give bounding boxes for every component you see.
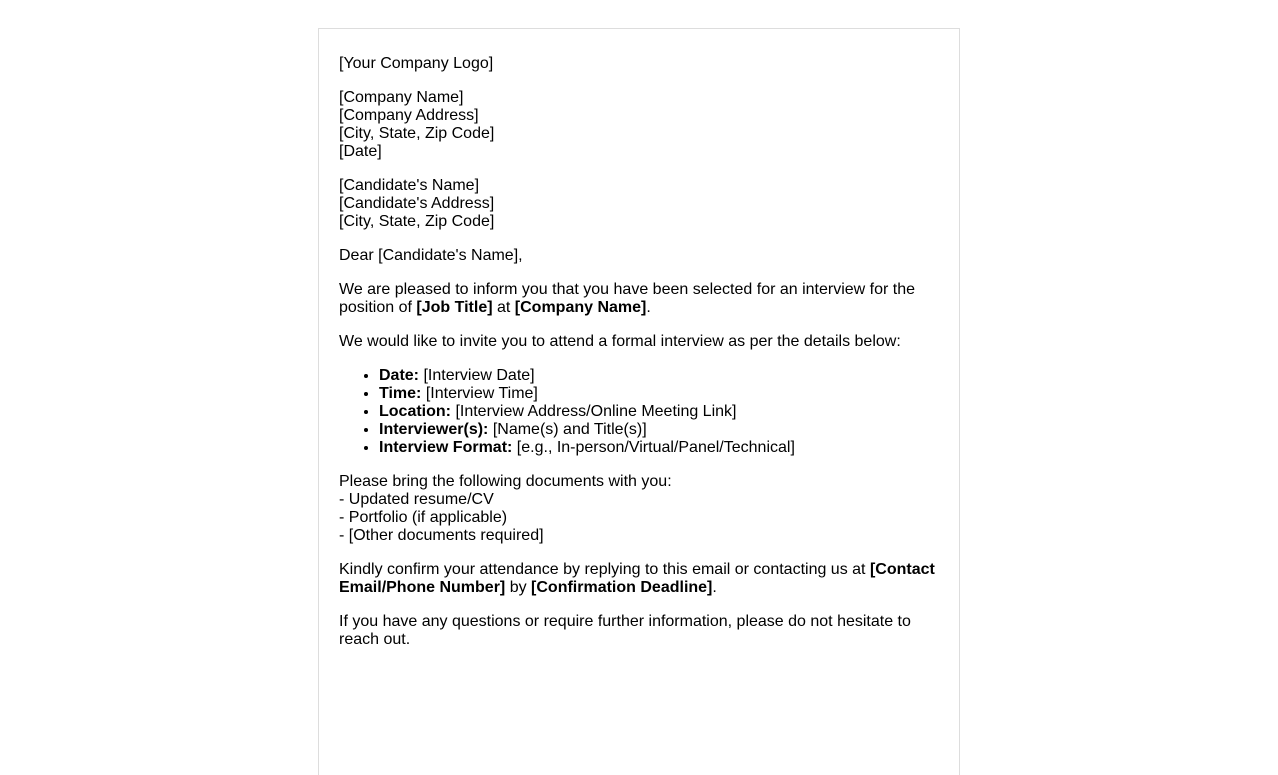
recipient-city: [City, State, Zip Code] bbox=[339, 213, 495, 230]
sender-company-address: [Company Address] bbox=[339, 107, 479, 124]
sender-company-name: [Company Name] bbox=[339, 89, 464, 106]
recipient-address: [Candidate's Address] bbox=[339, 195, 495, 212]
intro-text: We are pleased to inform you that you have been selected for an interview for the position of bbox=[339, 281, 916, 316]
documents-block bbox=[339, 473, 939, 545]
letter-date: [Date] bbox=[339, 143, 382, 160]
interview-details-list bbox=[339, 367, 939, 457]
detail-label: Interviewer(s): bbox=[379, 421, 489, 438]
sender-city: [City, State, Zip Code] bbox=[339, 125, 495, 142]
document-item: - Portfolio (if applicable) bbox=[339, 509, 508, 526]
document-item: - Updated resume/CV bbox=[339, 491, 494, 508]
intro-text: . bbox=[646, 299, 651, 316]
company-name-placeholder: [Company Name] bbox=[514, 299, 647, 316]
sender-block bbox=[339, 89, 939, 161]
recipient-name: [Candidate's Name] bbox=[339, 177, 480, 194]
detail-item-time bbox=[379, 385, 939, 403]
detail-value: [Interview Date] bbox=[419, 367, 535, 384]
company-logo-placeholder: [Your Company Logo] bbox=[339, 55, 494, 72]
detail-label: Interview Format: bbox=[379, 439, 513, 456]
contact-placeholder: [Contact Email/Phone Number] bbox=[339, 561, 935, 596]
intro-paragraph bbox=[339, 281, 939, 317]
salutation: Dear [Candidate's Name], bbox=[339, 247, 523, 264]
confirm-paragraph bbox=[339, 561, 939, 597]
detail-item-date bbox=[379, 367, 939, 385]
documents-heading: Please bring the following documents with you: bbox=[339, 473, 672, 490]
closing-paragraph: If you have any questions or require further information, please do not hesitate to reach out. bbox=[339, 613, 911, 648]
detail-label: Time: bbox=[379, 385, 422, 402]
detail-item-interviewers bbox=[379, 421, 939, 439]
detail-value: [Interview Address/Online Meeting Link] bbox=[451, 403, 737, 420]
confirm-text: Kindly confirm your attendance by replying to this email or contacting us at bbox=[339, 561, 870, 578]
detail-label: Date: bbox=[379, 367, 420, 384]
detail-value: [Name(s) and Title(s)] bbox=[488, 421, 647, 438]
detail-item-location bbox=[379, 403, 939, 421]
document-item: - [Other documents required] bbox=[339, 527, 544, 544]
confirm-text: by bbox=[505, 579, 532, 596]
invite-paragraph: We would like to invite you to attend a formal interview as per the details below: bbox=[339, 333, 901, 350]
intro-text: at bbox=[492, 299, 515, 316]
letter-document bbox=[318, 28, 960, 775]
detail-item-format bbox=[379, 439, 939, 457]
confirm-text: . bbox=[712, 579, 717, 596]
detail-value: [Interview Time] bbox=[421, 385, 538, 402]
deadline-placeholder: [Confirmation Deadline] bbox=[531, 579, 713, 596]
recipient-block bbox=[339, 177, 939, 231]
detail-label: Location: bbox=[379, 403, 451, 420]
detail-value: [e.g., In-person/Virtual/Panel/Technical] bbox=[512, 439, 795, 456]
job-title-placeholder: [Job Title] bbox=[416, 299, 493, 316]
